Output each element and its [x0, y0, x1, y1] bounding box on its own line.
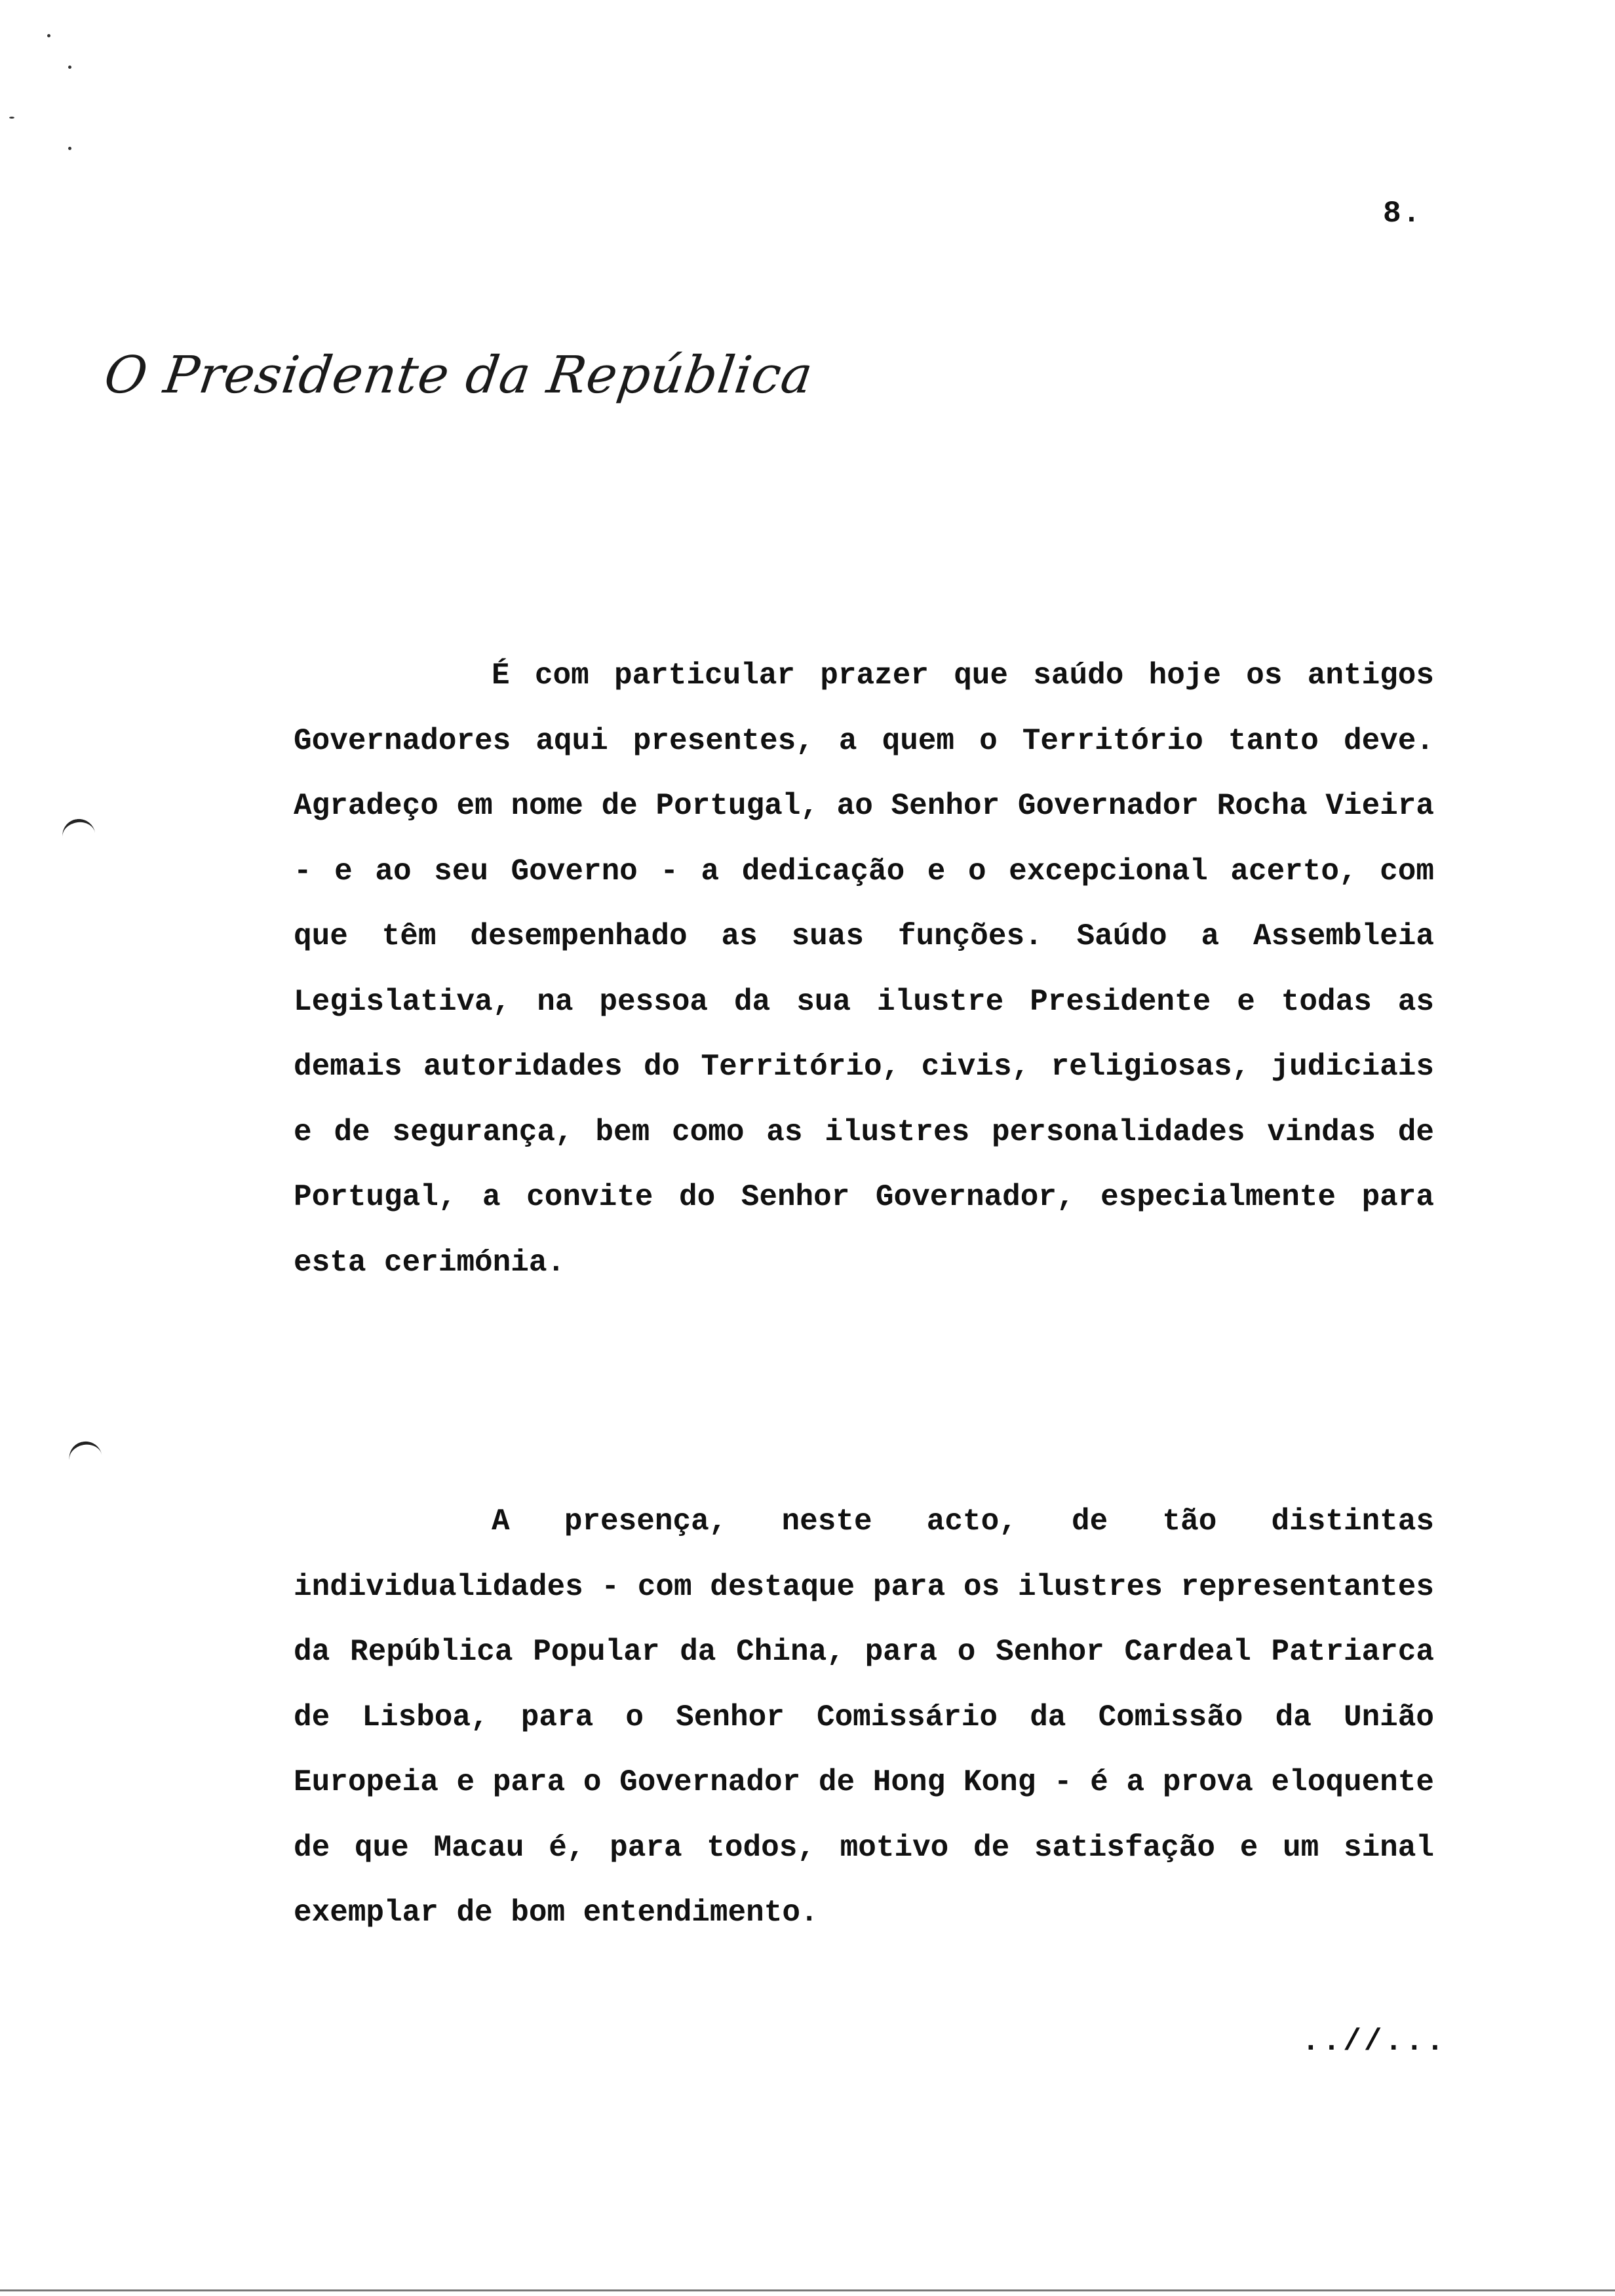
page-number: 8.	[1383, 197, 1422, 231]
paragraph-presence: A presença, neste acto, de tão distintas individualidades - com destaque para os ilustres representantes da República Popular da China, para o Senhor Cardeal Patriarca de Lisboa, para o Senhor Comissário da Comissão da União Europeia e para o Governador de Hong Kong - é a prova eloquente de que Macau é, para todos, motivo de satisfação e um sinal exemplar de bom entendimento.	[294, 1504, 1434, 1930]
paragraph-greeting: É com particular prazer que saúdo hoje os antigos Governadores aqui presentes, a quem o Território tanto deve. Agradeço em nome de Portugal, ao Senhor Governador Rocha Vieira - e ao seu Governo - a dedicação e o excepcional acerto, com que têm desempenhado as suas funções. Saúdo a Assembleia Legislativa, na pessoa da sua ilustre Presidente e todas as demais autoridades do Território, civis, religiosas, judiciais e de segurança, bem como as ilustres personalidades vindas de Portugal, a convite do Senhor Governador, especialmente para esta cerimónia.	[294, 659, 1434, 1280]
margin-mark-icon	[60, 817, 96, 842]
scan-speck	[68, 147, 71, 150]
margin-mark-icon	[67, 1439, 103, 1464]
scan-speck	[68, 66, 71, 69]
scan-speck	[47, 34, 50, 37]
scan-speck	[9, 117, 14, 119]
continuation-marker: ..//...	[1302, 2025, 1447, 2059]
letterhead-title: O Presidente da República	[100, 346, 817, 405]
bottom-edge-rule	[0, 2289, 1615, 2291]
